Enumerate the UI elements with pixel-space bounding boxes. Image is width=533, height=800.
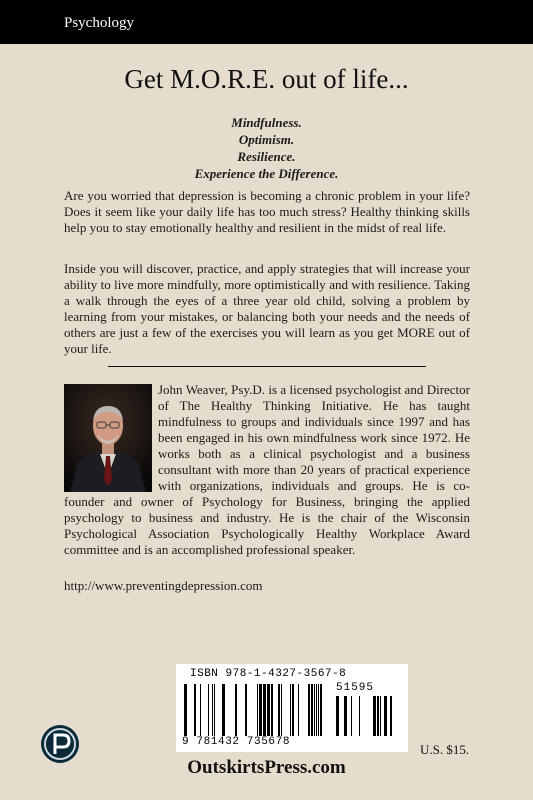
top-banner xyxy=(0,0,533,44)
tagline xyxy=(0,114,533,182)
price-label: U.S. $15. xyxy=(420,742,470,757)
description-paragraph: Inside you will discover, practice, and apply strategies that will increase your ability to live more mindfully, more optimistically and with resilience. Taking a walk through the eyes of a three year old child, solving a problem by learning from your mistakes, or balancing both your needs and the needs of others are just a few of the exercises you will learn as you get MORE out of your life. xyxy=(64,261,470,356)
isbn-digits: 9 781432 735678 xyxy=(182,736,291,748)
tagline-line: Experience the Difference. xyxy=(194,166,339,181)
category-label: Psychology xyxy=(64,15,135,31)
publisher-name: OutskirtsPress.com xyxy=(187,757,346,778)
isbn-barcode xyxy=(176,664,408,752)
description-paragraph: Are you worried that depression is becoming a chronic problem in your life? Does it seem like your daily life has too much stress? Healthy thinking skills help you to stay emotionally healthy and resilient in the midst of real life. xyxy=(64,188,470,235)
isbn-bars xyxy=(184,684,330,736)
tagline-line: Optimism. xyxy=(238,132,295,147)
price-code: 51595 xyxy=(336,682,375,694)
author-bio-text: John Weaver, Psy.D. is a licensed psychologist and Director of The Healthy Thinking Initiative. He has taught mindfulness to groups and individuals since 1997 and has been engaged in his own mindfulness work since 1972. He works both as a clinical psychologist and a business consultant with more than 20 years of practical experience with organizations, individuals and groups. He is co-founder and owner of Psychology for Business, bringing the applied psychology to business and industry. He is the chair of the Wisconsin Psychological Association Psychologically Healthy Workplace Award committee and is an accomplished professional speaker. xyxy=(64,382,470,557)
tagline-line: Resilience. xyxy=(237,149,296,164)
section-divider xyxy=(108,366,426,367)
photo-float-spacer xyxy=(64,382,152,490)
tagline-line: Mindfulness. xyxy=(231,115,302,130)
price-code-bars xyxy=(336,696,394,736)
book-headline: Get M.O.R.E. out of life... xyxy=(124,64,409,94)
author-bio xyxy=(64,382,470,558)
website-link[interactable]: http://www.preventingdepression.com xyxy=(64,578,263,593)
isbn-label: ISBN 978-1-4327-3567-8 xyxy=(190,668,347,680)
